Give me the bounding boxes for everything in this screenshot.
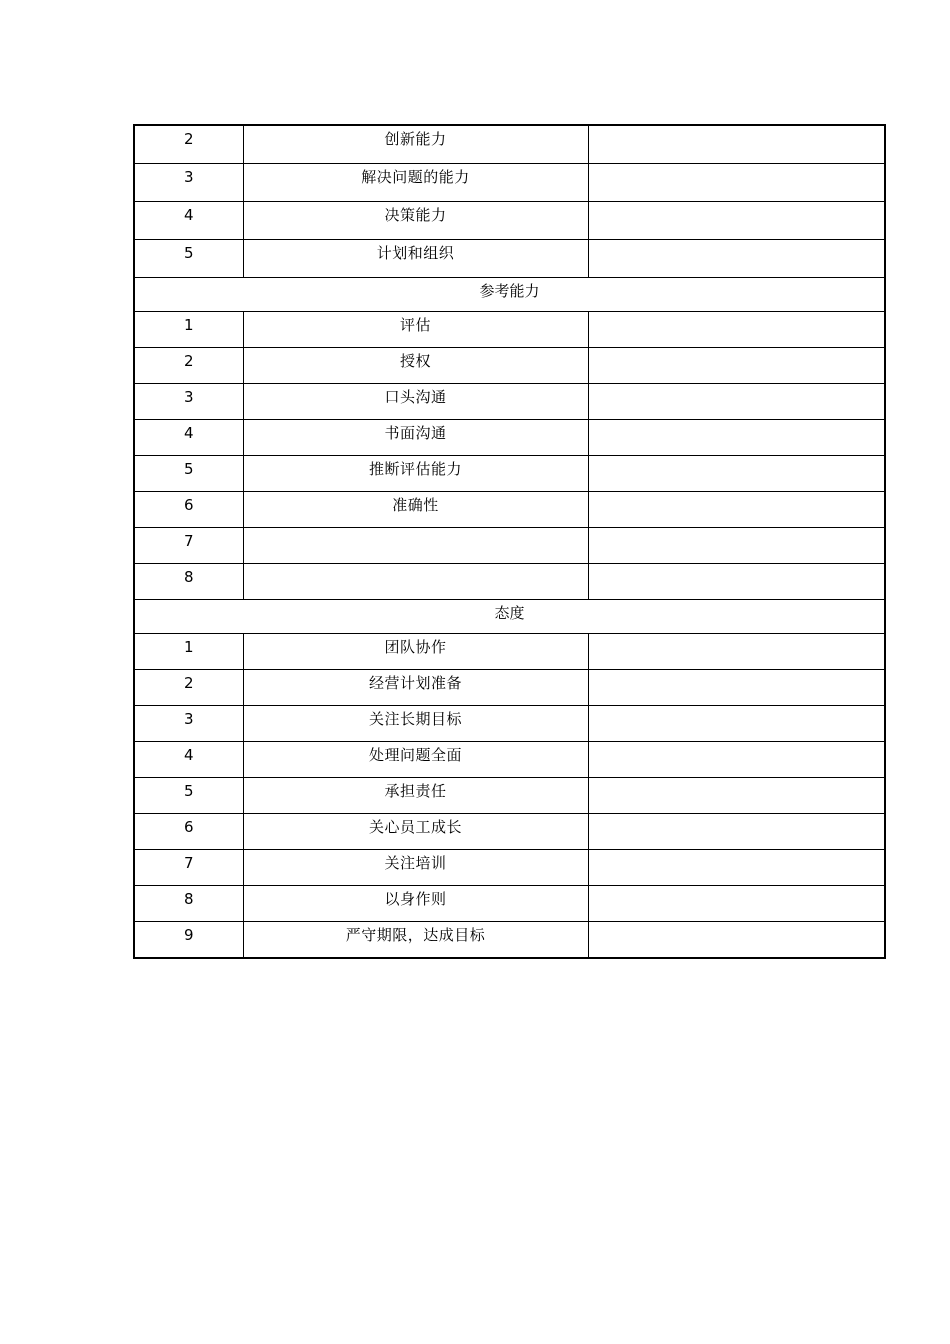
item-value[interactable] bbox=[588, 850, 885, 886]
item-name: 准确性 bbox=[243, 492, 588, 528]
item-value[interactable] bbox=[588, 528, 885, 564]
item-name: 口头沟通 bbox=[243, 384, 588, 420]
table-row bbox=[134, 742, 885, 778]
table-row bbox=[134, 850, 885, 886]
item-name: 经营计划准备 bbox=[243, 670, 588, 706]
item-name: 授权 bbox=[243, 348, 588, 384]
item-name: 解决问题的能力 bbox=[243, 164, 588, 202]
item-name[interactable] bbox=[243, 564, 588, 600]
table-row bbox=[134, 312, 885, 348]
table-row bbox=[134, 814, 885, 850]
item-value[interactable] bbox=[588, 125, 885, 164]
item-number: 1 bbox=[134, 312, 243, 348]
table-row bbox=[134, 384, 885, 420]
table-row bbox=[134, 492, 885, 528]
table-row bbox=[134, 634, 885, 670]
item-value[interactable] bbox=[588, 456, 885, 492]
item-name: 团队协作 bbox=[243, 634, 588, 670]
item-value[interactable] bbox=[588, 312, 885, 348]
item-number: 8 bbox=[134, 564, 243, 600]
item-number: 6 bbox=[134, 814, 243, 850]
item-number: 4 bbox=[134, 202, 243, 240]
item-name: 关注培训 bbox=[243, 850, 588, 886]
table-row bbox=[134, 886, 885, 922]
item-number: 2 bbox=[134, 348, 243, 384]
table-row bbox=[134, 125, 885, 164]
item-number: 7 bbox=[134, 528, 243, 564]
item-number: 7 bbox=[134, 850, 243, 886]
section-title: 参考能力 bbox=[134, 278, 885, 312]
table-row bbox=[134, 240, 885, 278]
competency-table bbox=[133, 124, 886, 959]
item-name[interactable] bbox=[243, 528, 588, 564]
table-row bbox=[134, 456, 885, 492]
item-value[interactable] bbox=[588, 564, 885, 600]
item-value[interactable] bbox=[588, 202, 885, 240]
table-row bbox=[134, 922, 885, 959]
item-number: 8 bbox=[134, 886, 243, 922]
item-name: 承担责任 bbox=[243, 778, 588, 814]
item-number: 2 bbox=[134, 125, 243, 164]
section-title: 态度 bbox=[134, 600, 885, 634]
item-value[interactable] bbox=[588, 922, 885, 959]
item-name: 推断评估能力 bbox=[243, 456, 588, 492]
table-row bbox=[134, 564, 885, 600]
item-value[interactable] bbox=[588, 742, 885, 778]
item-number: 3 bbox=[134, 706, 243, 742]
item-name: 书面沟通 bbox=[243, 420, 588, 456]
item-value[interactable] bbox=[588, 492, 885, 528]
item-name: 关心员工成长 bbox=[243, 814, 588, 850]
evaluation-sheet bbox=[133, 124, 884, 959]
item-value[interactable] bbox=[588, 164, 885, 202]
table-row bbox=[134, 670, 885, 706]
table-row bbox=[134, 528, 885, 564]
table-row bbox=[134, 420, 885, 456]
item-name: 创新能力 bbox=[243, 125, 588, 164]
table-row bbox=[134, 202, 885, 240]
item-value[interactable] bbox=[588, 778, 885, 814]
item-number: 5 bbox=[134, 778, 243, 814]
item-number: 1 bbox=[134, 634, 243, 670]
table-row bbox=[134, 348, 885, 384]
item-name: 以身作则 bbox=[243, 886, 588, 922]
item-name: 计划和组织 bbox=[243, 240, 588, 278]
item-number: 6 bbox=[134, 492, 243, 528]
item-number: 9 bbox=[134, 922, 243, 959]
item-number: 3 bbox=[134, 384, 243, 420]
table-row bbox=[134, 164, 885, 202]
item-name: 关注长期目标 bbox=[243, 706, 588, 742]
section-header-row bbox=[134, 600, 885, 634]
item-value[interactable] bbox=[588, 240, 885, 278]
item-value[interactable] bbox=[588, 634, 885, 670]
table-row bbox=[134, 778, 885, 814]
item-value[interactable] bbox=[588, 814, 885, 850]
item-number: 3 bbox=[134, 164, 243, 202]
item-number: 4 bbox=[134, 742, 243, 778]
item-value[interactable] bbox=[588, 670, 885, 706]
item-number: 5 bbox=[134, 456, 243, 492]
table-row bbox=[134, 706, 885, 742]
item-name: 处理问题全面 bbox=[243, 742, 588, 778]
item-value[interactable] bbox=[588, 886, 885, 922]
item-name: 决策能力 bbox=[243, 202, 588, 240]
item-number: 5 bbox=[134, 240, 243, 278]
item-number: 2 bbox=[134, 670, 243, 706]
item-name: 评估 bbox=[243, 312, 588, 348]
item-value[interactable] bbox=[588, 706, 885, 742]
item-number: 4 bbox=[134, 420, 243, 456]
item-value[interactable] bbox=[588, 420, 885, 456]
item-value[interactable] bbox=[588, 384, 885, 420]
item-name: 严守期限，达成目标 bbox=[243, 922, 588, 959]
section-header-row bbox=[134, 278, 885, 312]
item-value[interactable] bbox=[588, 348, 885, 384]
